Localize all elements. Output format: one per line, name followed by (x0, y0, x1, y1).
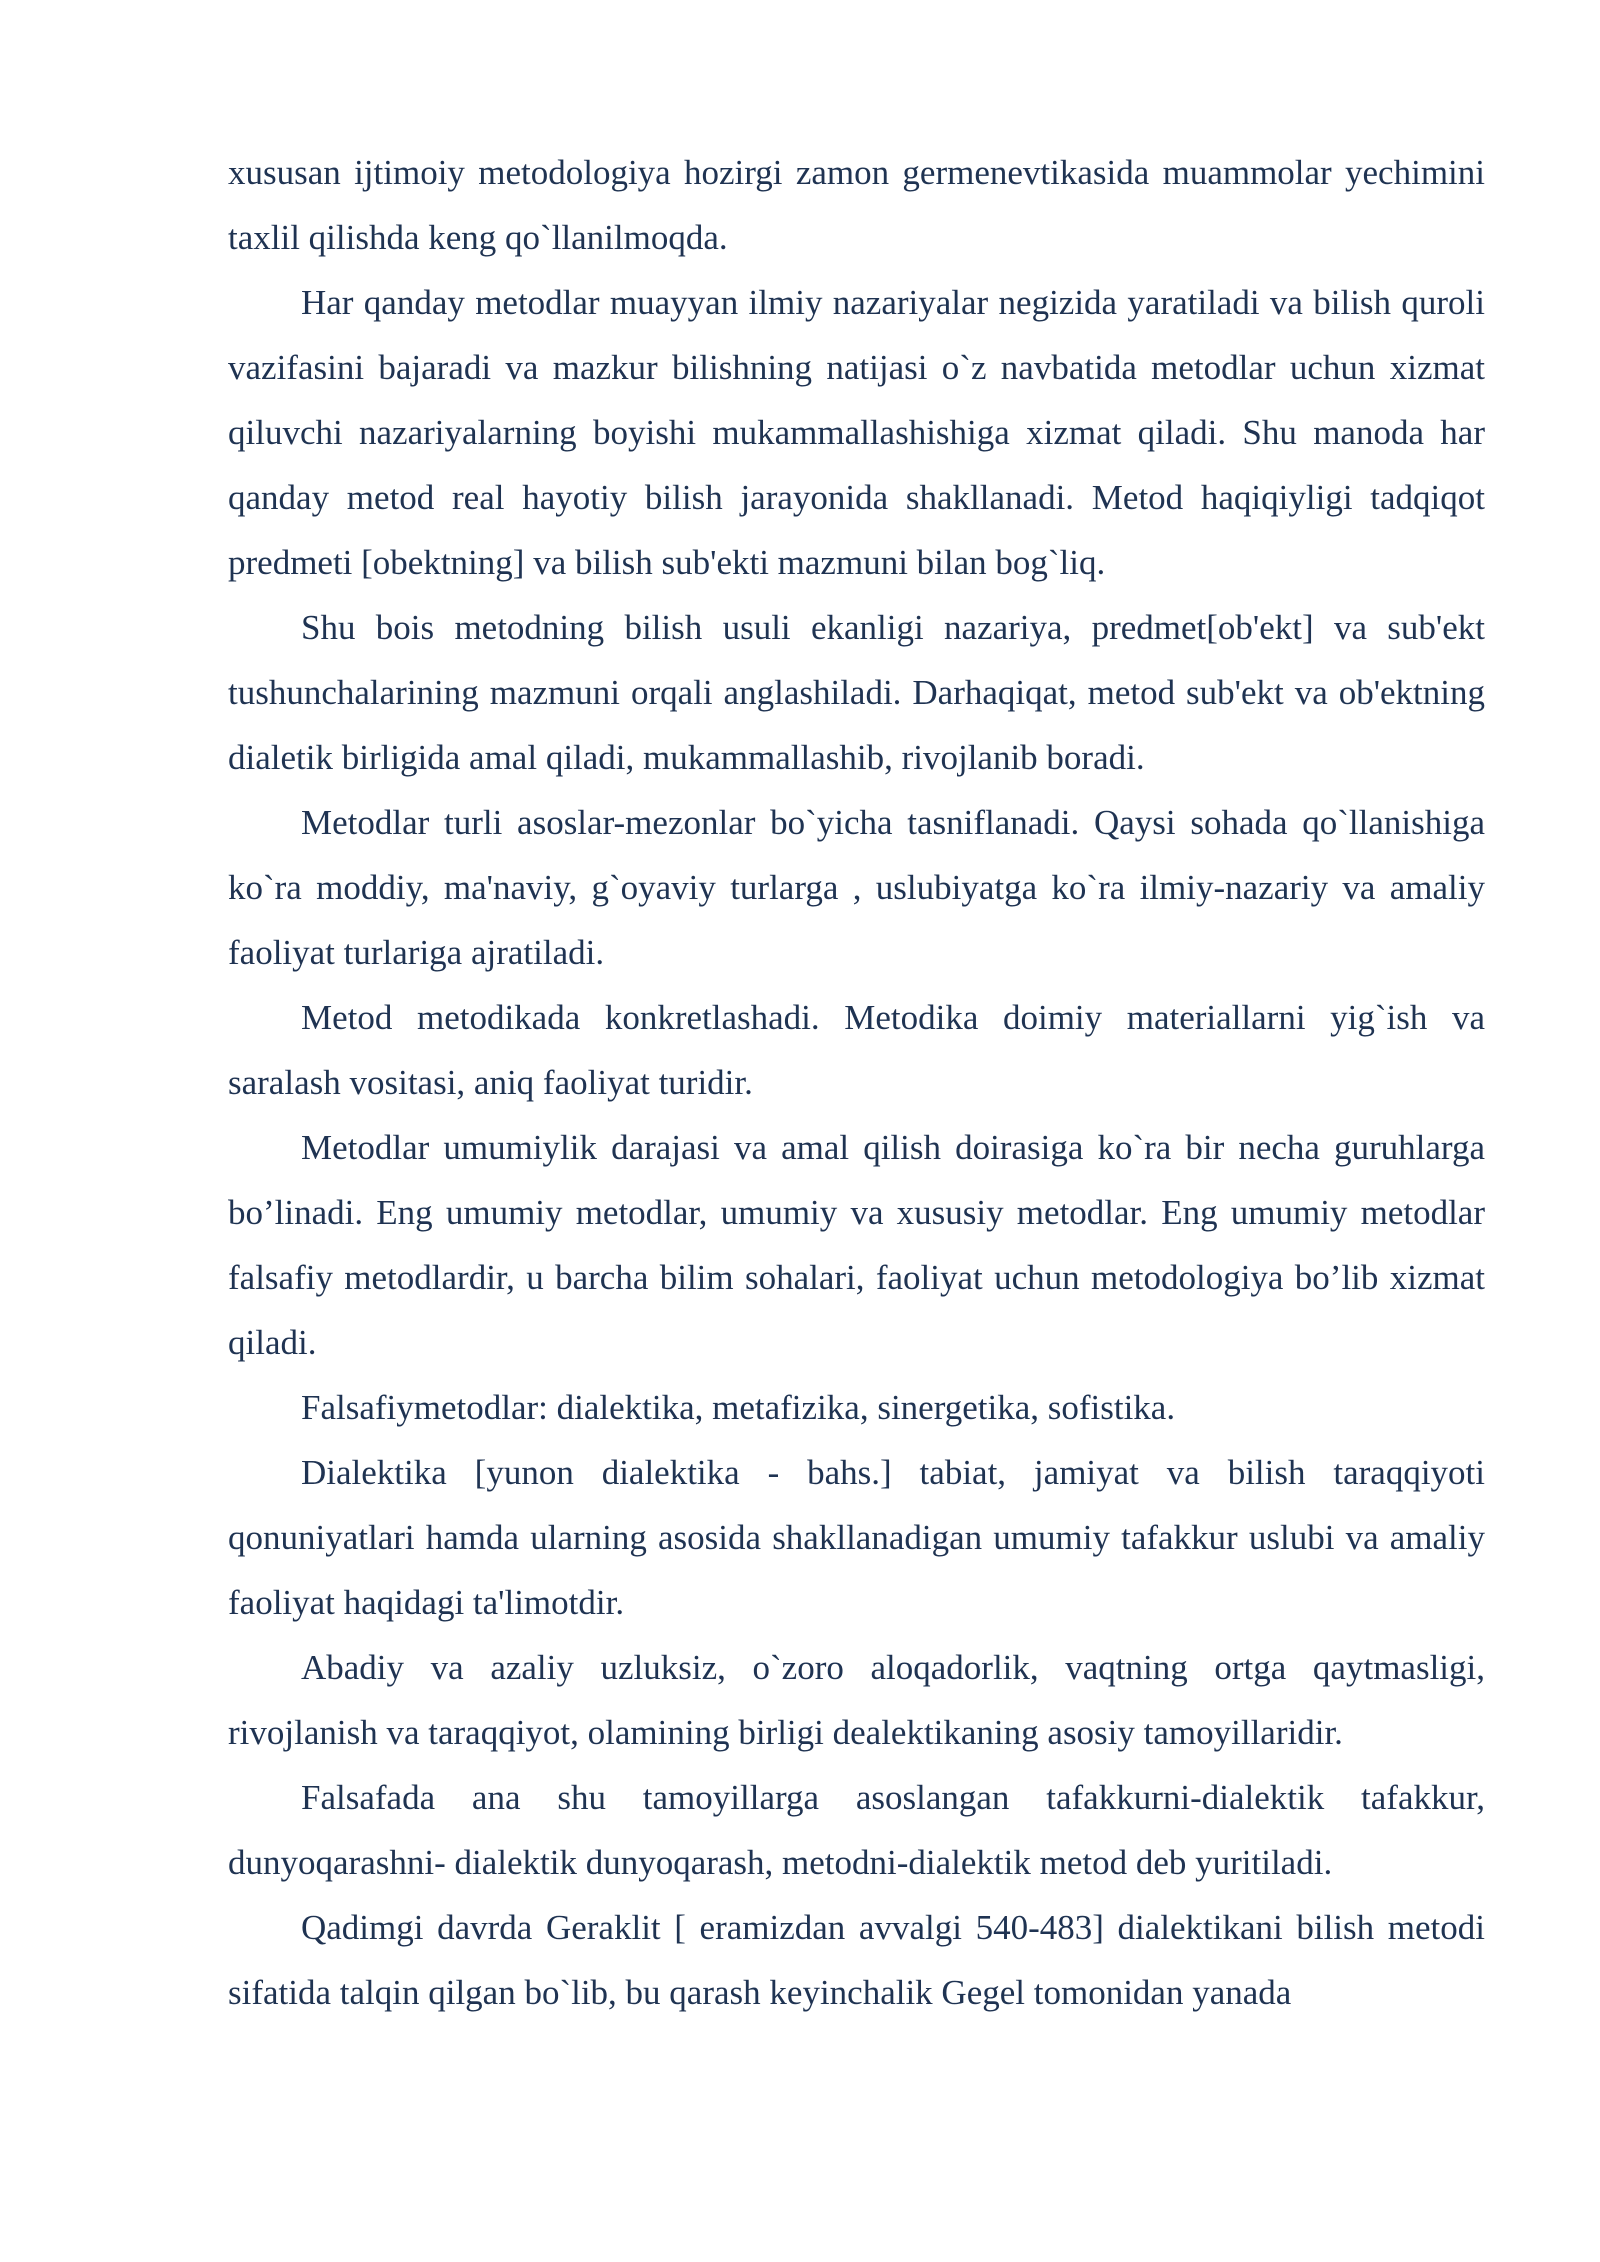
paragraph-2: Har qanday metodlar muayyan ilmiy nazariyalar negizida yaratiladi va bilish quroli vazifasini bajaradi va mazkur bilishning natijasi o`z navbatida metodlar uchun xizmat qiluvchi nazariyalarning boyishi mukammallashishiga xizmat qiladi. Shu manoda har qanday metod real hayotiy bilish jarayonida shakllanadi. Metod haqiqiyligi tadqiqot predmeti [obektning] va bilish sub'ekti mazmuni bilan bog`liq. (228, 283, 1485, 582)
paragraph-10: Falsafada ana shu tamoyillarga asoslangan tafakkurni-dialektik tafakkur, dunyoqarashni- dialektik dunyoqarash, metodni-dialektik metod deb yuritiladi. (228, 1778, 1485, 1882)
paragraph-7: Falsafiymetodlar: dialektika, metafizika, sinergetika, sofistika. (301, 1388, 1176, 1427)
paragraph-4: Metodlar turli asoslar-mezonlar bo`yicha tasniflanadi. Qaysi sohada qo`llanishiga ko`ra moddiy, ma'naviy, g`oyaviy turlarga , uslubiyatga ko`ra ilmiy-nazariy va amaliy faoliyat turlariga ajratiladi. (228, 803, 1485, 972)
document-page (228, 140, 1485, 2025)
paragraph-1: xususan ijtimoiy metodologiya hozirgi zamon germenevtikasida muammolar yechimini taxlil qilishda keng qo`llanilmoqda. (228, 153, 1485, 257)
paragraph-9: Abadiy va azaliy uzluksiz, o`zoro aloqadorlik, vaqtning ortga qaytmasligi, rivojlanish va taraqqiyot, olamining birligi dealektikaning asosiy tamoyillaridir. (228, 1648, 1485, 1752)
paragraph-6: Metodlar umumiylik darajasi va amal qilish doirasiga ko`ra bir necha guruhlarga bo’linadi. Eng umumiy metodlar, umumiy va xususiy metodlar. Eng umumiy metodlar falsafiy metodlardir, u barcha bilim sohalari, faoliyat uchun metodologiya bo’lib xizmat qiladi. (228, 1128, 1485, 1362)
paragraph-8: Dialektika [yunon dialektika - bahs.] tabiat, jamiyat va bilish taraqqiyoti qonuniyatlari hamda ularning asosida shakllanadigan umumiy tafakkur uslubi va amaliy faoliyat haqidagi ta'limotdir. (228, 1453, 1485, 1622)
paragraph-5: Metod metodikada konkretlashadi. Metodika doimiy materiallarni yig`ish va saralash vositasi, aniq faoliyat turidir. (228, 998, 1485, 1102)
paragraph-11: Qadimgi davrda Geraklit [ eramizdan avvalgi 540-483] dialektikani bilish metodi sifatida talqin qilgan bo`lib, bu qarash keyinchalik Gegel tomonidan yanada (228, 1908, 1485, 2012)
paragraph-3: Shu bois metodning bilish usuli ekanligi nazariya, predmet[ob'ekt] va sub'ekt tushunchalarining mazmuni orqali anglashiladi. Darhaqiqat, metod sub'ekt va ob'ektning dialetik birligida amal qiladi, mukammallashib, rivojlanib boradi. (228, 608, 1485, 777)
